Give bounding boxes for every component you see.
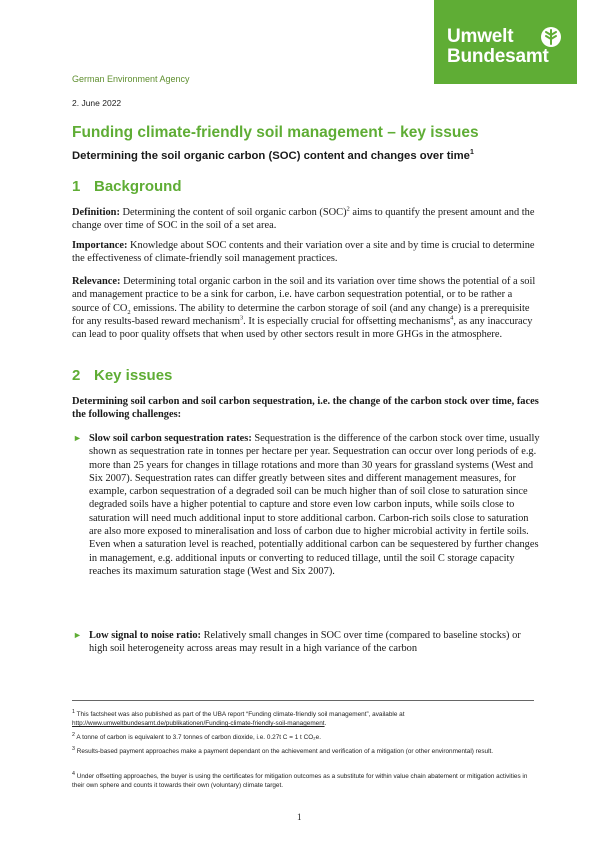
footnote-number: 3 bbox=[72, 746, 75, 752]
section-number: 1 bbox=[72, 178, 81, 195]
report-link[interactable]: http://www.umweltbundesamt.de/publikationen/Funding-climate-friendly-soil-management bbox=[72, 720, 325, 728]
footnote-number: 2 bbox=[72, 732, 75, 738]
footnote-ref-2[interactable]: 2 bbox=[346, 205, 350, 213]
footnote-2 bbox=[72, 731, 537, 742]
section-heading-key-issues bbox=[72, 367, 172, 384]
tree-emblem-icon bbox=[539, 25, 563, 49]
footnote-text: Under offsetting approaches, the buyer is using the certificates for mitigation outcomes as a substitute for within value chain abatement or mitigation activities in their own sphere and counts it towards their own (voluntary) climate target. bbox=[72, 773, 528, 790]
footnote-text: A tonne of carbon is equivalent to 3.7 tonnes of carbon dioxide, i.e. 0.27t C = 1 t CO₂e. bbox=[74, 734, 321, 742]
logo-word-bundesamt: Bundesamt bbox=[447, 46, 549, 67]
bullet-label: Slow soil carbon sequestration rates: bbox=[89, 433, 252, 444]
footnote-end: . bbox=[324, 720, 327, 728]
bullet-label: Low signal to noise ratio: bbox=[89, 630, 201, 641]
bullet-slow-sequestration bbox=[89, 432, 541, 578]
importance-label: Importance: bbox=[72, 240, 128, 251]
relevance-paragraph bbox=[72, 275, 540, 341]
bullet-arrow-icon: ► bbox=[73, 630, 82, 640]
definition-paragraph bbox=[72, 206, 540, 233]
footnote-ref-4[interactable]: 4 bbox=[450, 314, 454, 322]
footnote-3 bbox=[72, 745, 537, 756]
importance-text: Knowledge about SOC contents and their variation over a site and by time is crucial to determine the effectiveness of climate-friendly soil management practices. bbox=[72, 240, 535, 265]
footnote-ref-3[interactable]: 3 bbox=[239, 314, 244, 322]
footnote-ref-1[interactable]: 1 bbox=[469, 149, 474, 156]
relevance-text-b: emissions. The ability to determine the carbon storage of soil (and any change) is a prerequisite for any results-based reward mechanism bbox=[72, 302, 530, 327]
bullet-text: Sequestration is the difference of the carbon stock over time, usually shown as sequestration rate in tonnes per hectare per year. Sequestration can occur over long periods of e.g. more than 25 years for changes in tillage rotations and more than 30 years for grassland systems (West and Six 2007). Sequestration rates can differ greatly between sites and different management measures, for example, carbon sequestration of a degraded soil can be much higher than of soil close to saturation since degraded soils have a higher potential to capture and store even low carbon inputs, while soils close to saturation will need much additional input to store additional carbon. Carbon-rich soils close to saturation are also more exposed to mineralisation and loss of carbon due to higher microbial activity in fertile soils. Even when a saturation level is reached, potentially additional carbon can be sequestered by further changes in management, e.g. additional inputs or converting to reduced tillage, until the soil C storage capacity reaches its maximum saturation stage (West and Six 2007). bbox=[89, 433, 540, 577]
relevance-text-a: Determining total organic carbon in the soil and its variation over time shows the potential of a soil and management practice to be a sink for carbon, i.e. have carbon sequestration potential, or to be rather a source of CO bbox=[72, 276, 536, 314]
bullet-text: Relatively small changes in SOC over time (compared to baseline stocks) or high soil heterogeneity across areas may result in a high variance of the carbon bbox=[89, 630, 521, 655]
importance-paragraph bbox=[72, 239, 540, 266]
umweltbundesamt-logo bbox=[434, 0, 577, 84]
publication-date: 2. June 2022 bbox=[72, 98, 122, 108]
relevance-text-d: , as any inaccuracy can lead to poor quality offsets that when used by other sectors result in more GHGs in the atmosphere. bbox=[72, 315, 533, 341]
footnote-number: 1 bbox=[72, 709, 75, 715]
page-number: 1 bbox=[297, 812, 302, 822]
relevance-label: Relevance: bbox=[72, 276, 121, 287]
footnote-text: Results-based payment approaches make a payment dependant on the achievement and verification of a mitigation (or other environmental) result. bbox=[74, 748, 494, 756]
footnote-1 bbox=[72, 708, 537, 729]
co2-subscript: 2 bbox=[127, 308, 131, 316]
footnote-number: 4 bbox=[72, 771, 75, 777]
definition-text-cont: aims to quantify the present amount and the change over time of SOC in the soil of a set area. bbox=[72, 207, 535, 232]
definition-text: Determining the content of soil organic carbon (SOC) bbox=[119, 207, 347, 218]
subtitle-text: Determining the soil organic carbon (SOC) content and changes over time bbox=[72, 149, 470, 162]
agency-name: German Environment Agency bbox=[72, 74, 190, 84]
bullet-signal-noise bbox=[89, 629, 541, 656]
definition-label: Definition: bbox=[72, 207, 120, 218]
footnote-text: This factsheet was also published as part of the UBA report “Funding climate-friendly soil management”, available at bbox=[74, 711, 405, 719]
page-title: Funding climate-friendly soil management – key issues bbox=[72, 124, 479, 141]
section-title: Background bbox=[94, 178, 182, 195]
section-title: Key issues bbox=[94, 367, 173, 384]
bullet-arrow-icon: ► bbox=[73, 433, 82, 443]
footnote-divider bbox=[72, 700, 534, 701]
section-number: 2 bbox=[72, 367, 81, 384]
logo-word-umwelt: Umwelt bbox=[447, 26, 514, 47]
key-issues-intro: Determining soil carbon and soil carbon sequestration, i.e. the change of the carbon stock over time, faces the following challenges: bbox=[72, 396, 539, 421]
relevance-text-c: . It is especially crucial for offsetting mechanisms bbox=[243, 315, 451, 327]
footnote-4 bbox=[72, 770, 537, 791]
section-heading-background bbox=[72, 178, 182, 195]
page-subtitle bbox=[72, 149, 474, 162]
